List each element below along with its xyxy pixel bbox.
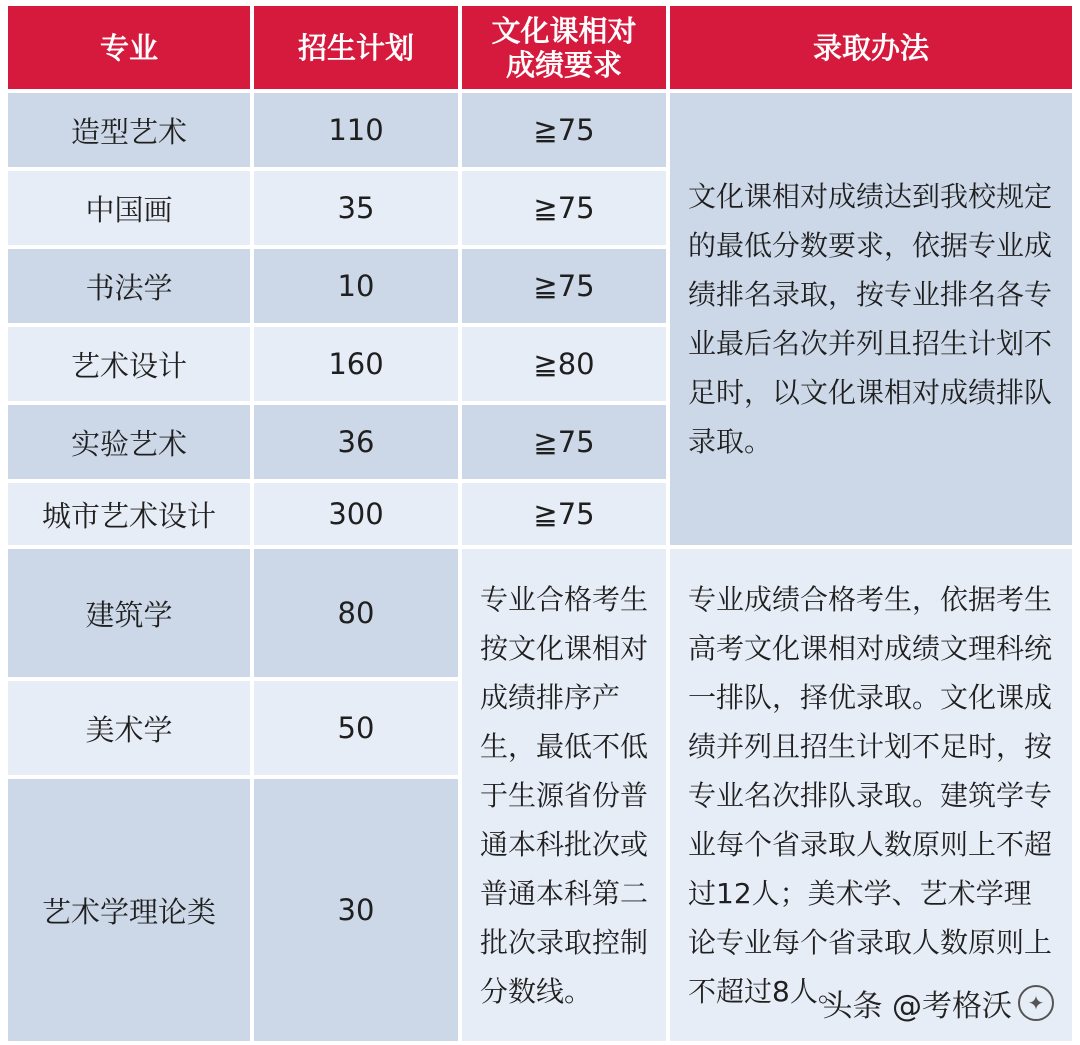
wechat-icon: ✦ [1018,985,1054,1021]
header-major: 专业 [8,6,250,89]
table-cell-major: 书法学 [8,249,250,323]
header-plan: 招生计划 [254,6,458,89]
admission-method-group2: 专业成绩合格考生，依据考生高考文化课相对成绩文理科统一排队，择优录取。文化课成绩并列且招生计划不足时，按专业名次排队录取。建筑学专业每个省录取人数原则上不超过12人；美术学、艺术学理论专业每个省录取人数原则上不超过8人。 [670,549,1072,1041]
table-cell-major: 美术学 [8,681,250,775]
table-cell-plan: 35 [254,171,458,245]
table-cell-major: 造型艺术 [8,93,250,167]
table-cell-plan: 110 [254,93,458,167]
table-cell-requirement: ≧75 [462,405,666,479]
watermark [822,981,1054,1025]
header-requirement-line1: 文化课相对 [491,13,637,48]
table-cell-major: 中国画 [8,171,250,245]
admission-table [8,6,1072,1039]
table-cell-major: 城市艺术设计 [8,483,250,545]
table-cell-plan: 36 [254,405,458,479]
header-requirement [462,6,666,89]
table-cell-major: 建筑学 [8,549,250,677]
table-cell-plan: 10 [254,249,458,323]
table-cell-requirement: ≧80 [462,327,666,401]
table-cell-requirement: ≧75 [462,483,666,545]
requirement-group2: 专业合格考生按文化课相对成绩排序产生，最低不低于生源省份普通本科批次或普通本科第二批次录取控制分数线。 [462,549,666,1041]
watermark-text: 头条 @考格沃 [822,989,1012,1024]
table-cell-plan: 160 [254,327,458,401]
table-cell-major: 艺术学理论类 [8,779,250,1041]
header-method: 录取办法 [670,6,1072,89]
table-cell-requirement: ≧75 [462,171,666,245]
admission-method-group1: 文化课相对成绩达到我校规定的最低分数要求，依据专业成绩排名录取，按专业排名各专业最后名次并列且招生计划不足时，以文化课相对成绩排队录取。 [670,93,1072,545]
table-cell-plan: 300 [254,483,458,545]
table-cell-major: 艺术设计 [8,327,250,401]
table-cell-requirement: ≧75 [462,249,666,323]
table-cell-plan: 50 [254,681,458,775]
header-requirement-line2: 成绩要求 [505,47,622,82]
table-cell-requirement: ≧75 [462,93,666,167]
table-cell-plan: 30 [254,779,458,1041]
table-cell-major: 实验艺术 [8,405,250,479]
table-cell-plan: 80 [254,549,458,677]
